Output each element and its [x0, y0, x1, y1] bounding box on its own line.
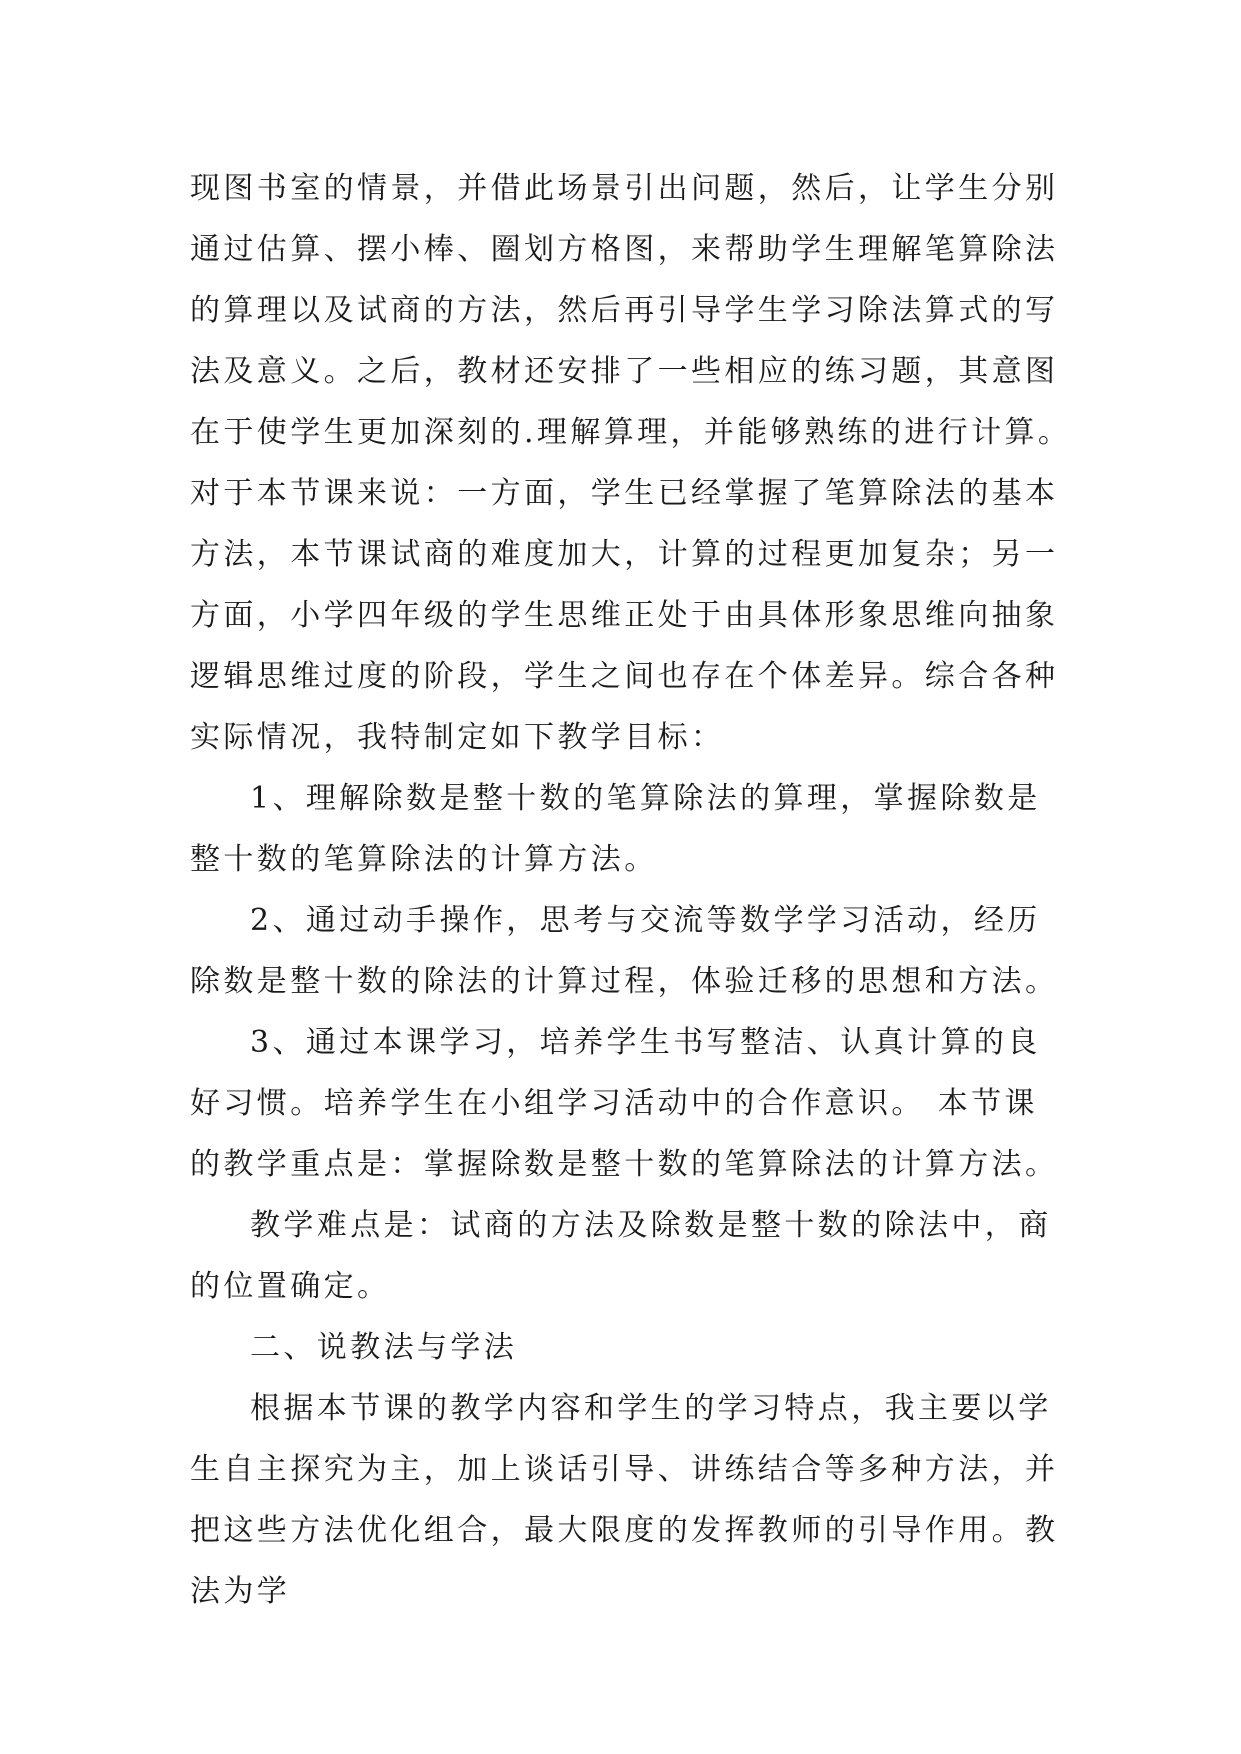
- body-text: [190, 158, 1072, 1622]
- text-line: 整十数的笔算除法的计算方法。: [190, 842, 658, 877]
- text-line: 的教学重点是：掌握除数是整十数的笔算除法的计算方法。: [190, 1147, 1059, 1182]
- text-line: 法及意义。之后，教材还安排了一些相应的练习题，其意图: [190, 354, 1059, 389]
- text-line: 生自主探究为主，加上谈话引导、讲练结合等多种方法，并: [190, 1452, 1059, 1487]
- text-line: 好习惯。培养学生在小组学习活动中的合作意识。 本节课: [190, 1086, 1038, 1121]
- text-line: 对于本节课来说：一方面，学生已经掌握了笔算除法的基本: [190, 476, 1059, 511]
- text-line: 除数是整十数的除法的计算过程，体验迁移的思想和方法。: [190, 964, 1059, 999]
- text-line: 在于使学生更加深刻的.理解算理，并能够熟练的进行计算。: [190, 415, 1072, 450]
- text-line: 的位置确定。: [190, 1269, 391, 1304]
- text-line: 逻辑思维过度的阶段，学生之间也存在个体差异。综合各种: [190, 659, 1059, 694]
- objective-item-1: 1、理解除数是整十数的笔算除法的算理，掌握除数是: [250, 781, 1041, 816]
- text-line: 法为学: [190, 1574, 291, 1609]
- text-line: 把这些方法优化组合，最大限度的发挥教师的引导作用。教: [190, 1513, 1059, 1548]
- text-line: 方法，本节课试商的难度加大，计算的过程更加复杂；另一: [190, 537, 1059, 572]
- method-paragraph: 根据本节课的教学内容和学生的学习特点，我主要以学: [250, 1391, 1052, 1426]
- text-line: 实际情况，我特制定如下教学目标：: [190, 720, 725, 755]
- section-heading: 二、说教法与学法: [250, 1330, 518, 1365]
- text-line: 的算理以及试商的方法，然后再引导学生学习除法算式的写: [190, 293, 1059, 328]
- text-line: 现图书室的情景，并借此场景引出问题，然后，让学生分别: [190, 171, 1059, 206]
- text-line: 方面，小学四年级的学生思维正处于由具体形象思维向抽象: [190, 598, 1059, 633]
- text-line: 通过估算、摆小棒、圈划方格图，来帮助学生理解笔算除法: [190, 232, 1059, 267]
- objective-item-2: 2、通过动手操作，思考与交流等数学学习活动，经历: [250, 903, 1041, 938]
- objective-item-3: 3、通过本课学习，培养学生书写整洁、认真计算的良: [250, 1025, 1041, 1060]
- difficulty-paragraph: 教学难点是：试商的方法及除数是整十数的除法中，商: [250, 1208, 1052, 1243]
